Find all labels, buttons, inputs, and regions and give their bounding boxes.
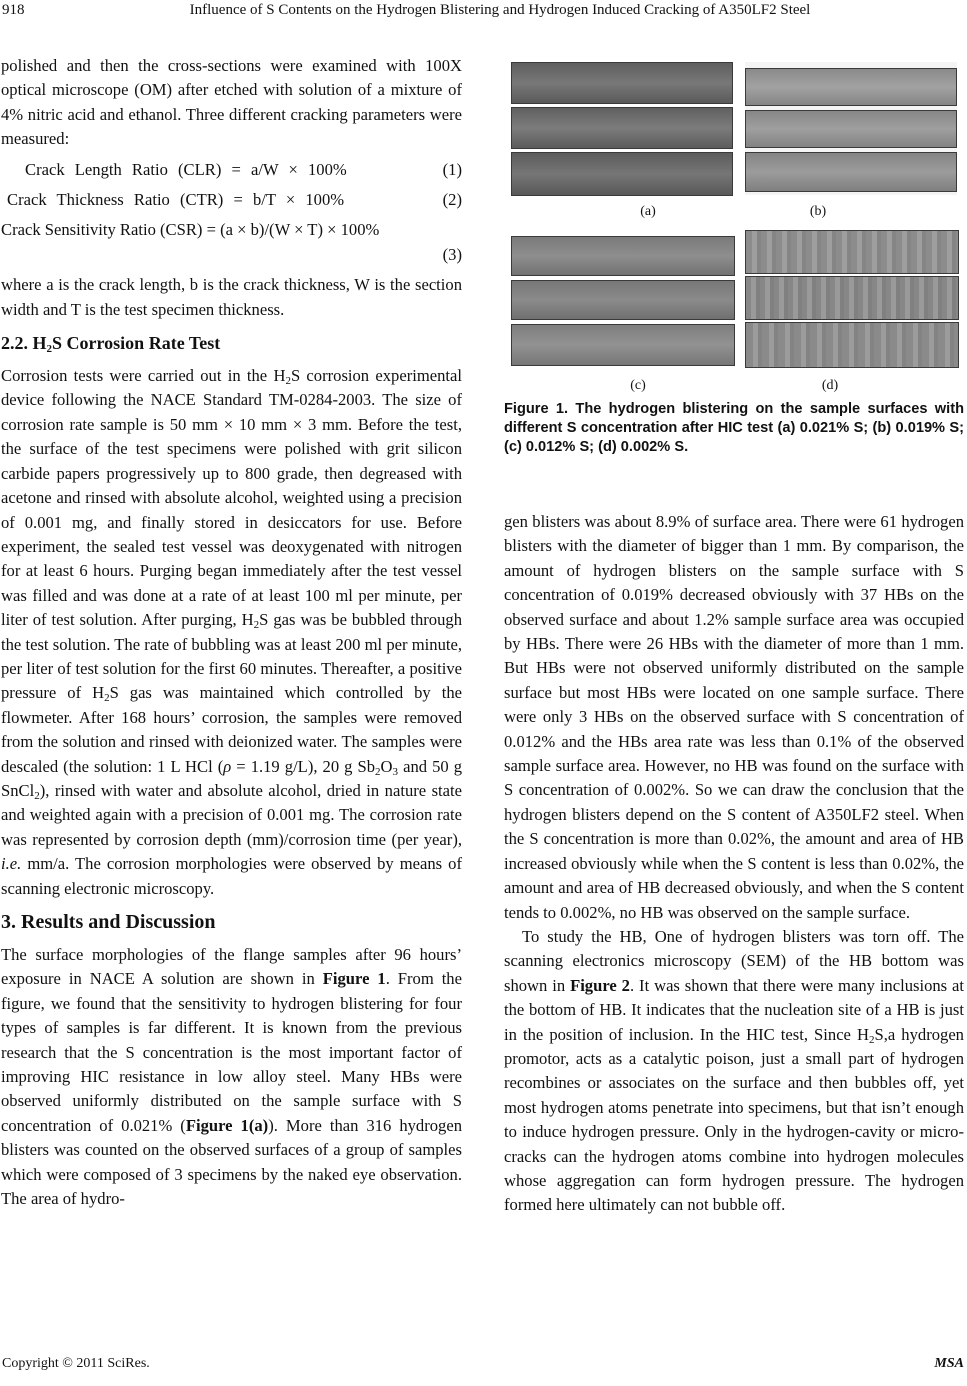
equation-3-number: (3) xyxy=(442,244,462,264)
figure-1d-label: (d) xyxy=(821,378,839,393)
figure-1b-label: (b) xyxy=(809,204,827,219)
right-column xyxy=(504,510,964,1218)
equation-2 xyxy=(1,188,462,212)
results-paragraph: The surface morphologies of the flange samples after 96 hours’ exposure in NACE A solution are shown in Figure 1. From the figure, we found that the sensitivity to hydrogen blistering for four types of samples is far different. It is known from the previous research that the S concentration is the most important factor of improving HIC resistance in low alloy steel. Many HBs were observed uniformly distributed on the sample surface with S concentration of 0.021% (Figure 1(a)). More than 316 hydrogen blisters was counted on the observed surfaces of a group of samples which were composed of 3 specimens by the naked eye observation. The area of hydro- xyxy=(1,945,462,1209)
page-number: 918 xyxy=(2,2,25,18)
figure-1-caption: Figure 1. The hydrogen blistering on the sample surfaces with different S concentration after HIC test (a) 0.021% S; (b) 0.019% S; (c) 0.012% S; (d) 0.002% S. xyxy=(504,401,964,455)
where-paragraph: where a is the crack length, b is the crack thickness, W is the section width and T is the test specimen thickness. xyxy=(1,275,462,319)
figure-1d-photo xyxy=(745,224,959,372)
equation-2-text: Crack Thickness Ratio (CTR) = b/T × 100% xyxy=(7,190,345,210)
copyright-text: Copyright © 2011 SciRes. xyxy=(2,1356,150,1371)
figure-2-reference: Figure 2 xyxy=(570,975,630,995)
equation-3 xyxy=(1,218,462,267)
equation-1 xyxy=(1,158,462,182)
equation-3-text: Crack Sensitivity Ratio (CSR) = (a × b)/(W × T) × 100% xyxy=(1,220,380,240)
figure-1c-label: (c) xyxy=(630,378,646,393)
equation-2-number: (2) xyxy=(442,190,462,210)
section-heading-2-2: 2.2. $H_2S$ Corrosion Rate Test xyxy=(1,333,221,356)
page-header xyxy=(0,0,967,24)
figure-1a-label: (a) xyxy=(640,204,656,219)
figure-1a-photo xyxy=(511,60,733,197)
journal-abbreviation: MSA xyxy=(934,1356,964,1371)
corrosion-test-paragraph: Corrosion tests were carried out in the $H_2S$ corrosion experimental device following the NACE Standard TM-0284-2003. The size of corrosion rate sample is 50 mm × 10 mm × 3 mm. Before the test, the surface of the test specimens were polished with grit silicon carbide papers progressively up to 800 grade, then degreased with acetone and rinsed with absolute alcohol, weighted using a precision of 0.001 mg, and finally stored in desiccators for use. Before experiment, the sealed test vessel was deoxygenated with nitrogen for at least 6 hours. Purging began immediately after the test vessel was filled and was done at a rate of at least 100 ml per minute, per liter of test solution. After purging, $H_2S$ gas was be bubbled through the test solution. The rate of bubbling was at least 200 ml per minute, per liter of test solution for the first 60 minutes. Thereafter, a positive pressure of $H_2S$ gas was maintained which controlled by the flowmeter. After 168 hours’ corrosion, the samples were removed from the solution and rinsed with deionized water. The samples were descaled (the solution: 1 L HCl (ρ = 1.19 g/L), 20 g $Sb_2O_3$ and 50 g SnCl$_2$), rinsed with water and absolute alcohol, dried in nature state and weighted again with a precision of 0.001 mg. The corrosion rate was represented by corrosion depth (mm)/corrosion time (per year), i.e. mm/a. The corrosion morphologies were observed by means of scanning electronic microscopy. xyxy=(1,366,463,898)
running-title: Influence of S Contents on the Hydrogen Blistering and Hydrogen Induced Cracking of A350LF2 Steel xyxy=(189,2,811,18)
sem-paragraph: To study the HB, One of hydrogen blisters was torn off. The scanning electronics microscopy (SEM) of the HB bottom was shown in Figure 2. It was shown that there were many inclusions at the bottom of HB. It indicates that the nucleation site of a HB is just in the position of inclusion. In the HIC test, Since $H_2S,a$ hydrogen promotor, acts as a catalytic poison, just a small part of hydrogen recombines or associates on the surface and then bubbles off, yet most hydrogen atoms penetrate into specimens, but that isn’t enough to induce hydrogen pressure. Only in the hydrogen-cavity or micro-cracks can the hydrogen atoms combine into hydrogen molecules whose aggregation can form hydrogen pressure. The hydrogen formed here ultimately can not bubble off. xyxy=(504,926,965,1215)
equation-1-number: (1) xyxy=(442,159,462,179)
figure-1b-photo xyxy=(745,62,957,195)
figure-1a-reference: Figure 1(a) xyxy=(185,1115,269,1135)
intro-paragraph: polished and then the cross-sections were examined with 100X optical microscope (OM) after etched with solution of a mixture of 4% nitric acid and ethanol. Three different cracking parameters were measured: xyxy=(1,56,462,149)
section-heading-3: 3. Results and Discussion xyxy=(1,911,216,933)
figure-1c-photo xyxy=(511,226,735,370)
left-column xyxy=(1,54,462,1211)
equation-1-text: Crack Length Ratio (CLR) = a/W × 100% xyxy=(25,159,347,179)
blister-count-paragraph: gen blisters was about 8.9% of surface area. There were 61 hydrogen blisters with the diameter of bigger than 1 mm. By comparison, the amount of hydrogen blisters on the sample surface with S concentration of 0.019% decreased obviously with 37 HBs on the observed surface and about 1.2% sample surface area was occupied by HBs. There were 26 HBs with the diameter of more than 1 mm. But HBs were not observed uniformly distributed on the sample surface but most HBs were located on one sample surface. There were only 3 HBs on the observed surface with S concentration of 0.012% and the HBs area rate was less than 0.1% of the observed sample surface area. However, no HB was found on the surface with S concentration of 0.002%. So we can draw the conclusion that the hydrogen blisters depend on the S content of A350LF2 steel. When the S concentration is more than 0.02%, the amount and area of HB increased obviously while when the S content is less than 0.02%, the amount and area of HB decreased obviously, and when the S content tends to 0.002%, no HB was observed on the sample surface. xyxy=(504,512,964,922)
figure-1-reference: Figure 1 xyxy=(322,969,386,989)
